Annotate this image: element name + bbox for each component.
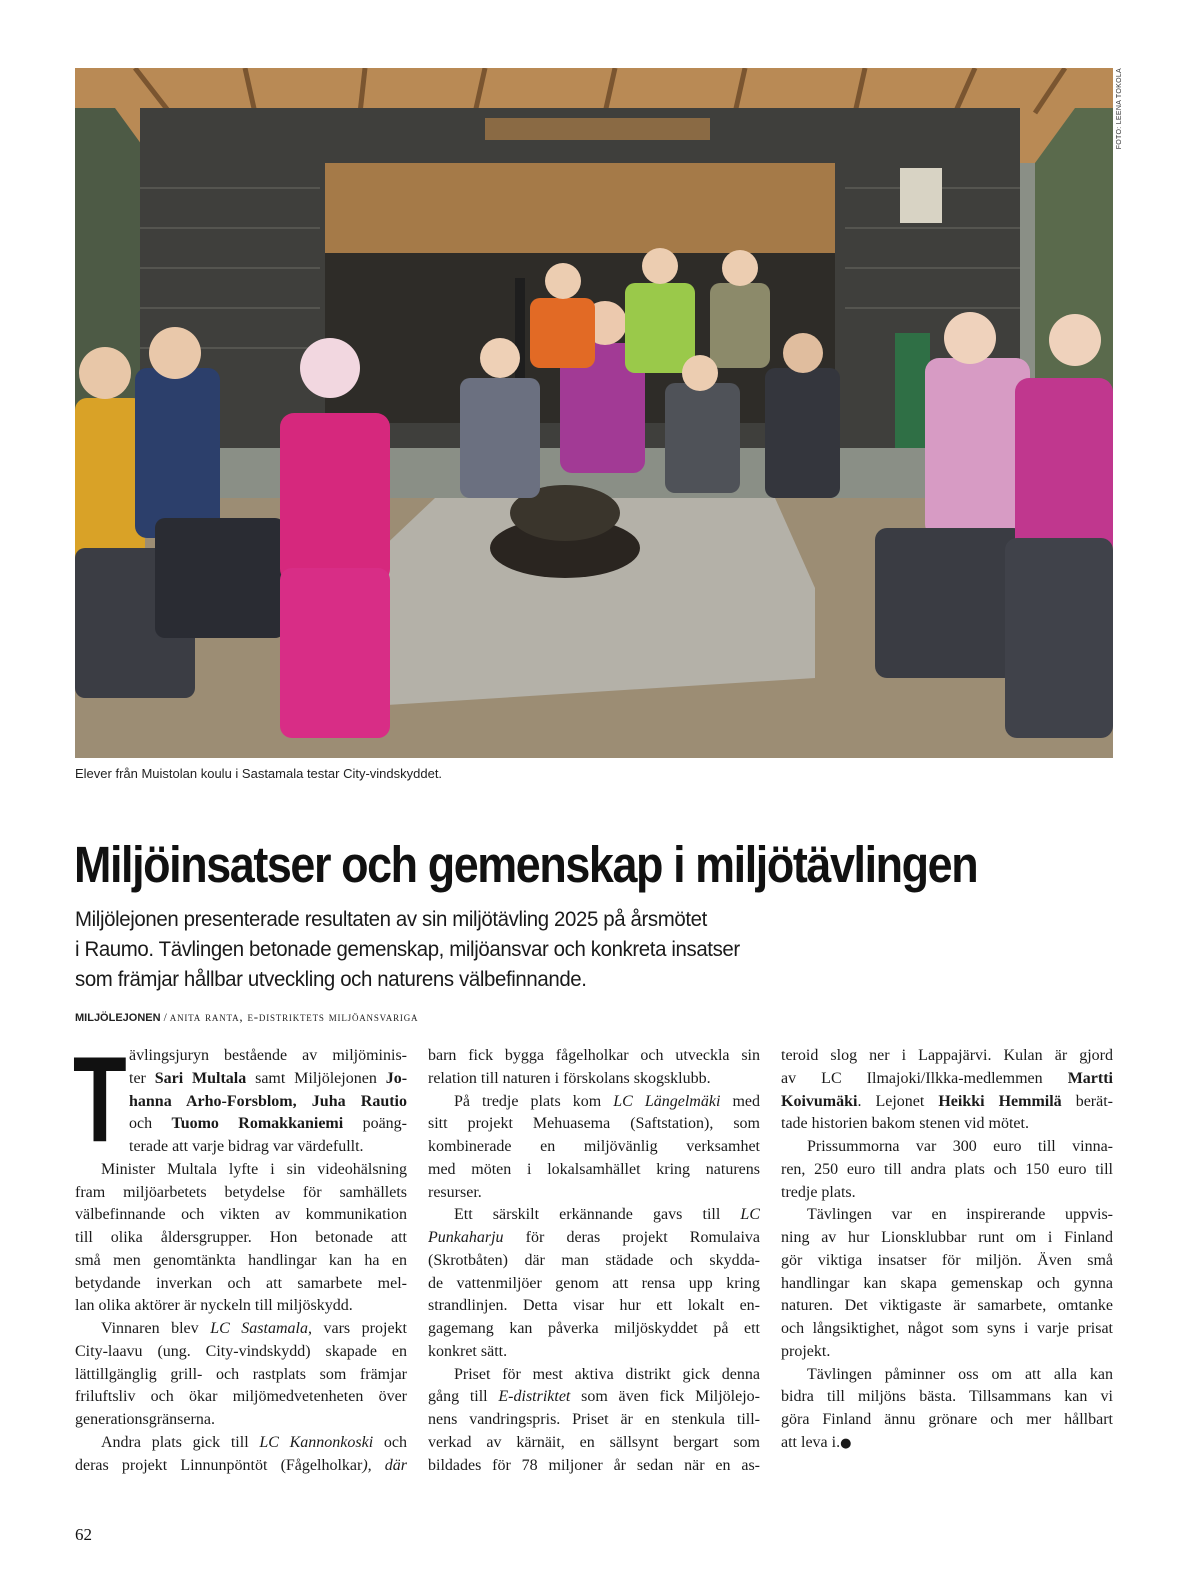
text-line: små men genomtänkta handlingar kan ha en xyxy=(75,1251,407,1269)
article-column-1 xyxy=(73,1031,407,1477)
text-line: att leva i.● xyxy=(781,1433,852,1451)
drop-cap: T xyxy=(73,1031,127,1167)
photo-credit-text: FOTO: LEENA TOKOLA xyxy=(1116,68,1123,150)
text-line: projekt. xyxy=(781,1342,831,1360)
text-line: relation till naturen i förskolans skogsklubb. xyxy=(428,1069,711,1087)
text-line: fram miljöarbetets betydelse för samhällets xyxy=(75,1183,407,1201)
shelter-photo-illustration xyxy=(75,68,1113,758)
text-line: ren, 250 euro till andra plats och 150 euro till xyxy=(781,1160,1113,1178)
text-line: Minister Multala lyfte i sin videohälsning xyxy=(101,1160,407,1178)
text-line: till olika åldersgrupper. Hon betonade att xyxy=(75,1229,407,1246)
lead-line: Miljölejonen presenterade resultaten av sin miljötävling 2025 på årsmötet xyxy=(75,907,707,931)
text-line: strandlinjen. Detta visar hur ett lokalt en- xyxy=(428,1297,760,1315)
text-line: barn fick bygga fågelholkar och utveckla sin xyxy=(428,1047,760,1064)
text-line: Andra plats gick till LC Kannonkoski och xyxy=(101,1433,407,1451)
lead-line: som främjar hållbar utveckling och naturens välbefinnande. xyxy=(75,967,587,991)
article-photo xyxy=(75,68,1113,758)
byline xyxy=(75,1009,418,1025)
article-column-2 xyxy=(428,1045,760,1477)
text-line: Priset för mest aktiva distrikt gick denna xyxy=(454,1365,760,1383)
text-line: (Skrotbåten) där man städade och skydda- xyxy=(428,1251,760,1269)
article-column-3 xyxy=(781,1045,1113,1455)
text-line: med möten i lokalsamhället kring naturens xyxy=(428,1160,760,1178)
text-line: Punkaharju för deras projekt Romulaiva xyxy=(428,1229,760,1246)
text-line: handlingar kan skapa gemenskap och gynna xyxy=(781,1274,1113,1292)
article-lead xyxy=(75,904,930,994)
text-line: tredje plats. xyxy=(781,1183,856,1201)
photo-caption: Elever från Muistolan koulu i Sastamala testar City-vindskyddet. xyxy=(75,766,443,781)
text-line: bidra till miljöns bästa. Tillsammans kan vi xyxy=(781,1388,1113,1406)
text-line: välbefinnande och vikten av kommunikation xyxy=(75,1206,407,1224)
text-line: ävlingsjuryn bestående av miljöminis- xyxy=(129,1047,407,1064)
byline-organization: MILJÖLEJONEN xyxy=(75,1012,161,1024)
text-line: ter Sari Multala samt Miljölejonen Jo- xyxy=(129,1069,407,1087)
text-line: Prissummorna var 300 euro till vinna- xyxy=(807,1138,1113,1155)
text-line: generationsgränserna. xyxy=(75,1411,215,1428)
text-line: resurser. xyxy=(428,1183,482,1201)
text-line: de vattenmiljöer genom att rensa upp kring xyxy=(428,1274,760,1292)
text-line: teroid slog ner i Lappajärvi. Kulan är gjord xyxy=(781,1047,1113,1064)
text-line: City-laavu (ung. City-vindskydd) skapade en xyxy=(75,1342,407,1360)
text-line: Ett särskilt erkännande gavs till LC xyxy=(454,1206,760,1224)
text-line: lättillgänglig grill- och rastplats som främjar xyxy=(75,1365,407,1383)
photo-credit xyxy=(1116,68,1128,158)
article-headline: Miljöinsatser och gemenskap i miljötävlingen xyxy=(74,836,978,893)
text-line: hanna Arho-Forsblom, Juha Rautio xyxy=(129,1092,407,1110)
text-line: Tävlingen var en inspirerande uppvis- xyxy=(807,1206,1113,1224)
text-line: nens vandringspris. Priset är en stenkula till- xyxy=(428,1411,760,1428)
text-line: Tävlingen påminner oss om att alla kan xyxy=(807,1365,1113,1383)
text-line: ning av hur Lionsklubbar runt om i Finland xyxy=(781,1229,1113,1246)
byline-separator: / xyxy=(163,1012,167,1024)
text-line: betydande inverkan och att samarbete mel- xyxy=(75,1274,407,1292)
text-line: gör viktiga insatser för miljön. Även små xyxy=(781,1251,1113,1269)
lead-line: i Raumo. Tävlingen betonade gemenskap, miljöansvar och konkreta insatser xyxy=(75,937,740,961)
text-line: Koivumäki. Lejonet Heikki Hemmilä berät- xyxy=(781,1092,1113,1110)
page-number: 62 xyxy=(75,1525,92,1544)
byline-author: anita ranta, e-distriktets miljöansvariga xyxy=(169,1009,419,1024)
end-mark-icon: ● xyxy=(840,1435,852,1451)
text-line: av LC Ilmajoki/Ilkka-medlemmen Martti xyxy=(781,1069,1113,1087)
text-line: kombinerade en miljövänlig verksamhet xyxy=(428,1138,760,1155)
text-line: lan olika aktörer är nyckeln till miljöskydd. xyxy=(75,1297,353,1315)
text-line: bildades för 78 miljoner år sedan när en as- xyxy=(428,1456,760,1474)
text-line: göra Finland ännu grönare och mer hållbart xyxy=(781,1411,1113,1428)
text-line: naturen. Det viktigaste är samarbete, omtanke xyxy=(781,1297,1113,1315)
text-line: gagemang kan påverka miljöskyddet på ett xyxy=(428,1320,760,1337)
text-line: tade historien bakom stenen vid mötet. xyxy=(781,1115,1029,1133)
text-line: friluftsliv och ökar miljömedvetenheten över xyxy=(75,1388,407,1406)
text-line: konkret sätt. xyxy=(428,1342,508,1360)
text-line: sitt projekt Mehuasema (Saftstation), som xyxy=(428,1115,760,1133)
text-line: På tredje plats kom LC Längelmäki med xyxy=(454,1092,760,1110)
text-line: terade att varje bidrag var värdefullt. xyxy=(129,1138,364,1155)
text-line: gång till E-distriktet som även fick Miljölejo- xyxy=(428,1388,760,1406)
text-line: deras projekt Linnunpöntöt (Fågelholkar), där xyxy=(75,1456,407,1474)
text-line: och Tuomo Romakkaniemi poäng- xyxy=(129,1115,407,1133)
text-line: och långsiktighet, något som syns i varje prisat xyxy=(781,1320,1113,1337)
text-line: Vinnaren blev LC Sastamala, vars projekt xyxy=(101,1320,407,1337)
text-line: verkad av kärnäit, en sällsynt bergart som xyxy=(428,1433,760,1451)
